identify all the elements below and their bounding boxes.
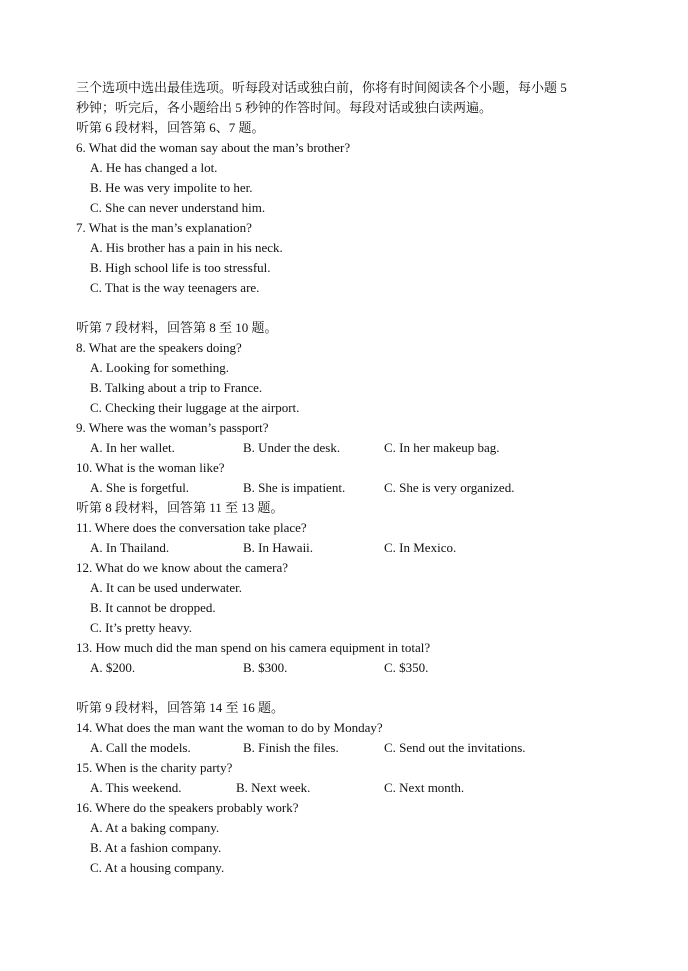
question-stem: 11. Where does the conversation take place? [76, 520, 307, 535]
answer-option: A. She is forgetful. [90, 480, 190, 495]
answer-option: C. That is the way teenagers are. [90, 280, 260, 295]
answer-option: A. In her wallet. [90, 440, 175, 455]
answer-option: A. This weekend. [90, 780, 182, 795]
answer-option: C. In Mexico. [384, 540, 457, 555]
instructions-line-1: 三个选项中选出最佳选项。听每段对话或独白前，你将有时间阅读各个小题，每小题 5 [76, 80, 567, 95]
question-stem: 13. How much did the man spend on his camera equipment in total? [76, 640, 431, 655]
question-stem: 6. What did the woman say about the man’s brother? [76, 140, 351, 155]
answer-option: A. It can be used underwater. [90, 580, 242, 595]
question-stem: 16. Where do the speakers probably work? [76, 800, 299, 815]
answer-option: A. Call the models. [90, 740, 191, 755]
answer-option: B. $300. [243, 660, 288, 675]
answer-option: C. In her makeup bag. [384, 440, 500, 455]
question-stem: 14. What does the man want the woman to do by Monday? [76, 720, 383, 735]
answer-option: B. He was very impolite to her. [90, 180, 253, 195]
answer-option: A. Looking for something. [90, 360, 230, 375]
instructions-line-2: 秒钟；听完后，各小题给出 5 秒钟的作答时间。每段对话或独白读两遍。 [76, 100, 493, 115]
answer-option: B. She is impatient. [243, 480, 346, 495]
section-heading: 听第 9 段材料，回答第 14 至 16 题。 [76, 700, 285, 715]
answer-option: C. At a housing company. [90, 860, 225, 875]
answer-option: C. Send out the invitations. [384, 740, 526, 755]
answer-option: C. $350. [384, 660, 429, 675]
answer-option: B. High school life is too stressful. [90, 260, 271, 275]
answer-option: B. It cannot be dropped. [90, 600, 216, 615]
answer-option: A. His brother has a pain in his neck. [90, 240, 283, 255]
answer-option: B. Next week. [236, 780, 311, 795]
question-stem: 8. What are the speakers doing? [76, 340, 242, 355]
question-stem: 12. What do we know about the camera? [76, 560, 289, 575]
question-stem: 15. When is the charity party? [76, 760, 233, 775]
answer-option: C. It’s pretty heavy. [90, 620, 193, 635]
answer-option: B. Under the desk. [243, 440, 341, 455]
section-heading: 听第 8 段材料，回答第 11 至 13 题。 [76, 500, 284, 515]
question-stem: 7. What is the man’s explanation? [76, 220, 252, 235]
answer-option: C. She can never understand him. [90, 200, 266, 215]
answer-option: A. At a baking company. [90, 820, 220, 835]
section-heading: 听第 7 段材料，回答第 8 至 10 题。 [76, 320, 278, 335]
answer-option: A. $200. [90, 660, 136, 675]
answer-option: C. Next month. [384, 780, 465, 795]
question-stem: 10. What is the woman like? [76, 460, 225, 475]
answer-option: A. In Thailand. [90, 540, 170, 555]
answer-option: C. She is very organized. [384, 480, 515, 495]
answer-option: A. He has changed a lot. [90, 160, 218, 175]
answer-option: B. At a fashion company. [90, 840, 222, 855]
section-heading: 听第 6 段材料，回答第 6、7 题。 [76, 120, 265, 135]
answer-option: B. In Hawaii. [243, 540, 314, 555]
answer-option: B. Talking about a trip to France. [90, 380, 263, 395]
question-stem: 9. Where was the woman’s passport? [76, 420, 269, 435]
answer-option: B. Finish the files. [243, 740, 339, 755]
answer-option: C. Checking their luggage at the airport. [90, 400, 300, 415]
